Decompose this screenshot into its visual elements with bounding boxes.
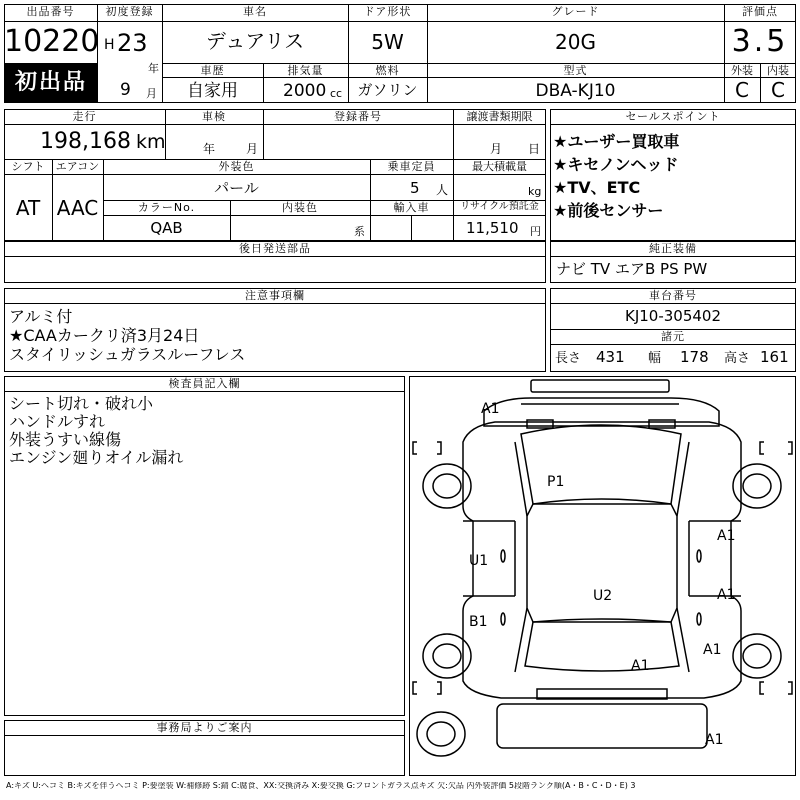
height-label: 高さ	[724, 351, 751, 366]
inspection-label: 車検	[202, 110, 226, 123]
capacity-label: 乗車定員	[387, 160, 436, 173]
sales-point: ★前後センサー	[553, 201, 664, 220]
first-listing-badge: 初出品	[5, 64, 97, 102]
interior-grade-label: 内装	[767, 64, 789, 77]
era-letter: H	[104, 37, 115, 53]
grade-label: グレード	[551, 5, 600, 18]
lot-number-label: 出品番号	[26, 5, 75, 18]
mileage-label: 走行	[72, 110, 97, 123]
sales-points-title: セールスポイント	[625, 110, 721, 123]
auction-score: 3.5	[731, 24, 789, 59]
car-name-label: 車名	[243, 5, 267, 18]
lot-number: 10220	[4, 24, 100, 59]
max-load-label: 最大積載量	[472, 160, 527, 173]
displacement-label: 排気量	[287, 64, 324, 77]
aircon-label: エアコン	[55, 160, 100, 173]
registration-year: 23	[117, 29, 148, 57]
damage-mark: B1	[469, 614, 488, 630]
damage-mark: U2	[593, 588, 613, 604]
score-label: 評価点	[742, 5, 778, 18]
damage-mark: A1	[631, 658, 650, 674]
sales-point: ★キセノンヘッド	[553, 155, 679, 174]
car-history-label: 車歴	[200, 64, 225, 77]
color-number: QAB	[150, 219, 183, 237]
equipment-list: ナビ TV エアB PS PW	[556, 260, 708, 278]
damage-mark: A1	[705, 732, 724, 748]
import-label: 輸入車	[393, 201, 430, 214]
year-unit: 年	[148, 62, 159, 75]
inspector-line: シート切れ・破れ小	[9, 394, 154, 413]
note-line: スタイリッシュガラスルーフレス	[9, 345, 246, 364]
recycle-fee: 11,510	[466, 219, 519, 237]
later-parts-title: 後日発送部品	[239, 242, 311, 255]
inspector-line: エンジン廻りオイル漏れ	[9, 448, 184, 467]
legend-footer: A:キズ U:ヘコミ B:キズを伴うヘコミ P:要塗装 W:補修跡 S:錆 C:腐食、XX:交換済み X:要交換 G:フロントガラス点キズ 欠:欠品 内外装評価 5段階ランク順(A・B・C・D・E) 3	[6, 782, 636, 790]
dimensions-title: 諸元	[661, 330, 685, 343]
office-notice-title: 事務局よりご案内	[156, 721, 253, 734]
displacement: 2000	[283, 81, 327, 101]
note-line: ★CAAカークリ済3月24日	[9, 326, 200, 345]
note-line: アルミ付	[9, 307, 73, 326]
chassis-number-title: 車台番号	[649, 289, 697, 302]
sales-points-list	[553, 130, 793, 222]
transfer-deadline-label: 譲渡書類期限	[466, 110, 533, 123]
model-code-label: 型式	[563, 64, 588, 77]
length-label: 長さ	[555, 351, 582, 366]
color-number-label: カラーNo.	[137, 201, 196, 214]
model-code: DBA-KJ10	[535, 81, 616, 101]
height-value: 161	[760, 348, 789, 366]
shift: AT	[15, 196, 41, 220]
capacity: 5	[410, 179, 420, 197]
recycle-fee-label: リサイクル預託金	[460, 201, 539, 212]
width-label: 幅	[648, 351, 662, 366]
length-value: 431	[596, 348, 625, 366]
shift-label: シフト	[11, 160, 45, 173]
exterior-color: パール	[214, 179, 259, 197]
notes-list	[9, 307, 539, 364]
damage-mark: U1	[469, 553, 489, 569]
grade: 20G	[555, 30, 596, 54]
fuel-label: 燃料	[375, 64, 400, 77]
inspection-month-unit: 月	[246, 142, 259, 156]
damage-mark: A1	[717, 528, 736, 544]
aircon: AAC	[56, 196, 99, 220]
interior-grade: C	[771, 78, 785, 102]
fuel-type: ガソリン	[357, 81, 418, 99]
door-type-label: ドア形状	[363, 5, 412, 18]
exterior-grade: C	[735, 78, 749, 102]
damage-mark: A1	[481, 401, 500, 417]
door-type: 5W	[371, 30, 404, 54]
mileage-unit: km	[136, 131, 166, 153]
damage-mark: A1	[703, 642, 722, 658]
damage-mark: A1	[717, 587, 736, 603]
month-unit: 月	[146, 87, 157, 100]
exterior-color-label: 外装色	[218, 160, 255, 173]
sales-point: ★TV、ETC	[553, 178, 641, 197]
notes-title: 注意事項欄	[245, 289, 305, 302]
inspector-line: ハンドルすれ	[9, 412, 106, 431]
inspection-year-unit: 年	[203, 142, 216, 156]
car-history: 自家用	[187, 81, 238, 101]
mileage: 198,168	[40, 129, 131, 154]
max-load-unit: kg	[528, 185, 542, 198]
transfer-month-unit: 月	[490, 142, 503, 156]
chassis-number: KJ10-305402	[624, 307, 722, 325]
width-value: 178	[680, 348, 709, 366]
interior-color-unit: 系	[354, 225, 365, 238]
recycle-fee-unit: 円	[530, 225, 541, 238]
exterior-grade-label: 外装	[731, 64, 753, 77]
car-damage-diagram	[409, 376, 796, 776]
inspector-notes	[9, 395, 399, 467]
inspector-title: 検査員記入欄	[168, 377, 241, 390]
transfer-day-unit: 日	[528, 142, 541, 156]
registration-number-label: 登録番号	[334, 110, 382, 123]
capacity-unit: 人	[436, 183, 449, 197]
inspector-line: 外装うすい線傷	[9, 430, 122, 449]
registration-month: 9	[120, 80, 131, 100]
first-registration-label: 初度登録	[105, 5, 154, 18]
damage-mark: P1	[547, 474, 565, 490]
equipment-title: 純正装備	[649, 242, 697, 255]
displacement-unit: cc	[330, 87, 343, 100]
sales-point: ★ユーザー買取車	[553, 132, 680, 151]
car-name: デュアリス	[205, 29, 305, 53]
interior-color-label: 内装色	[282, 201, 318, 214]
